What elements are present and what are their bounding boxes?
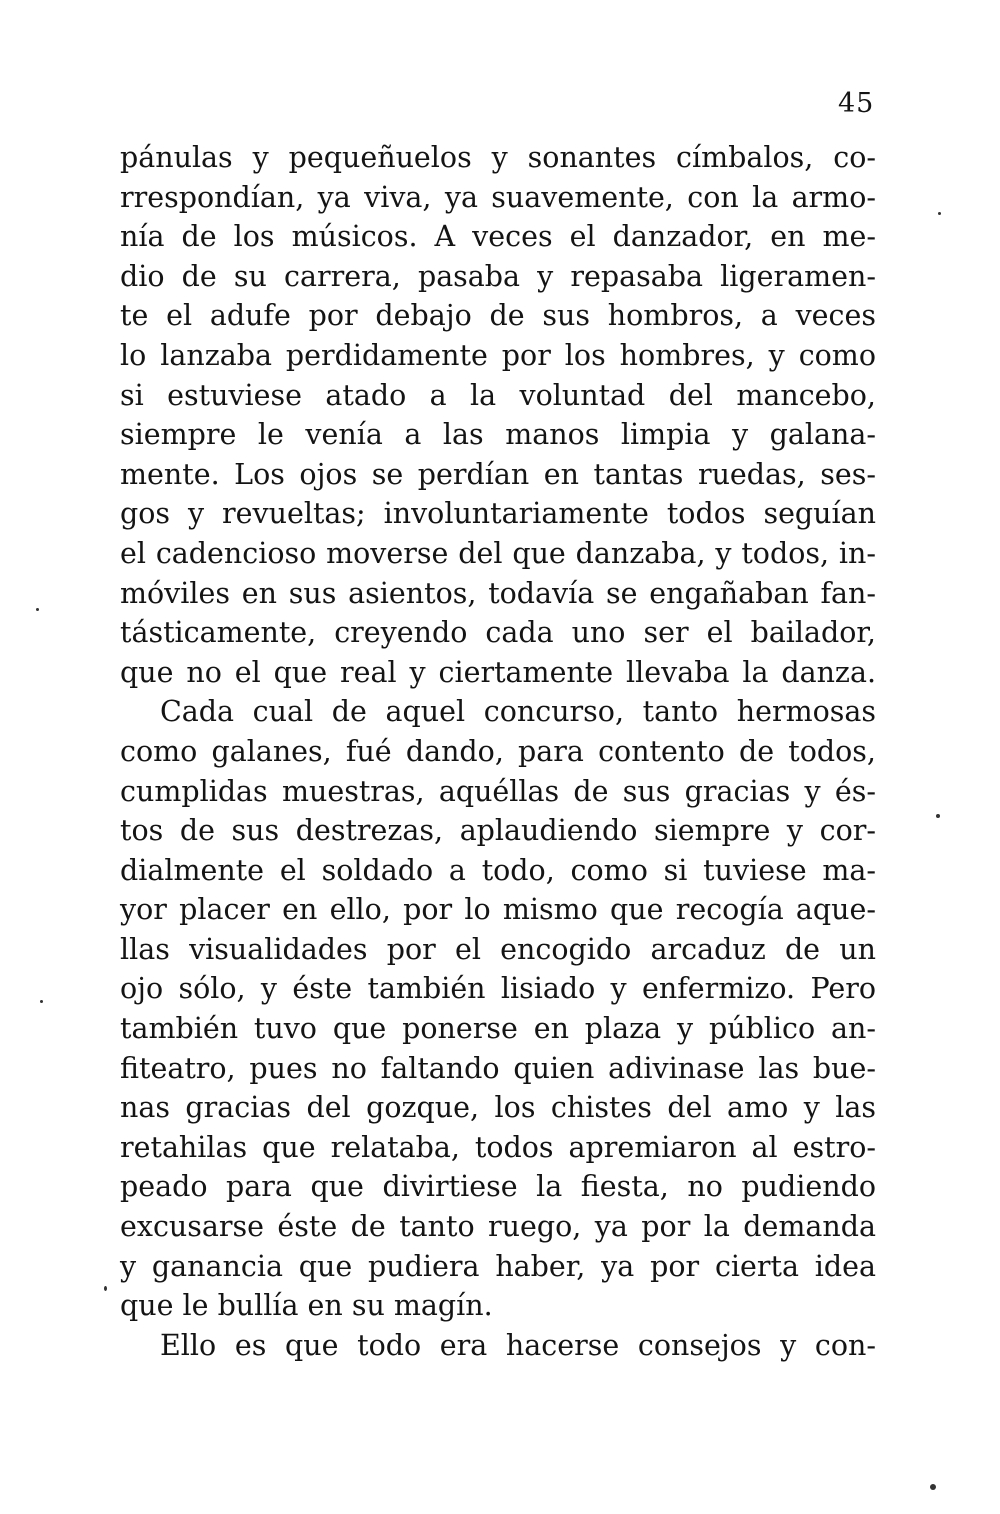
text-line: dialmente el soldado a todo, como si tuviese ma- <box>120 853 876 887</box>
scan-speck <box>936 814 940 818</box>
scan-speck <box>36 608 39 611</box>
text-line: retahilas que relataba, todos apremiaron al estro- <box>120 1130 876 1164</box>
page-number: 45 <box>838 88 875 119</box>
text-line: fiteatro, pues no faltando quien adivinase las bue- <box>120 1051 876 1085</box>
text-line: tásticamente, creyendo cada uno ser el bailador, <box>120 616 876 650</box>
text-line: si estuviese atado a la voluntad del mancebo, <box>120 378 876 412</box>
text-line: el cadencioso moverse del que danzaba, y todos, in- <box>120 536 876 570</box>
text-line: nía de los músicos. A veces el danzador, en me- <box>120 220 876 254</box>
text-line: que le bullía en su magín. <box>120 1289 493 1323</box>
text-line: llas visualidades por el encogido arcaduz de un <box>120 932 876 966</box>
text-line: nas gracias del gozque, los chistes del amo y las <box>120 1091 876 1125</box>
text-line: gos y revueltas; involuntariamente todos seguían <box>120 497 876 531</box>
text-line: pánulas y pequeñuelos y sonantes címbalos, co- <box>120 141 876 174</box>
text-line: mente. Los ojos se perdían en tantas ruedas, ses- <box>120 457 876 491</box>
scan-speck <box>104 1286 107 1291</box>
text-line: Ello es que todo era hacerse consejos y con- <box>160 1328 876 1362</box>
text-line: te el adufe por debajo de sus hombros, a veces <box>120 299 876 333</box>
text-line: excusarse éste de tanto ruego, ya por la demanda <box>120 1210 876 1244</box>
text-line: rrespondían, ya viva, ya suavemente, con la armo- <box>120 180 876 214</box>
text-line: también tuvo que ponerse en plaza y público an- <box>120 1012 876 1046</box>
text-line: cumplidas muestras, aquéllas de sus gracias y és- <box>120 774 876 808</box>
text-line: dio de su carrera, pasaba y repasaba ligeramen- <box>120 259 876 293</box>
text-line: Cada cual de aquel concurso, tanto hermosas <box>160 695 876 729</box>
text-line: como galanes, fué dando, para contento de todos, <box>120 734 876 768</box>
text-line: móviles en sus asientos, todavía se engañaban fan- <box>120 576 876 610</box>
text-line: lo lanzaba perdidamente por los hombres, y como <box>120 338 876 372</box>
text-line: ojo sólo, y éste también lisiado y enfermizo. Pero <box>120 972 876 1006</box>
body-text <box>120 138 876 1365</box>
text-line: tos de sus destrezas, aplaudiendo siempre y cor- <box>120 814 876 848</box>
scan-speck <box>938 212 941 215</box>
text-line: y ganancia que pudiera haber, ya por cierta idea <box>120 1249 876 1283</box>
text-line: yor placer en ello, por lo mismo que recogía aque- <box>120 893 876 927</box>
scan-speck <box>930 1484 936 1490</box>
text-line: peado para que divirtiese la fiesta, no pudiendo <box>120 1170 876 1204</box>
scan-speck <box>40 1000 43 1003</box>
text-line: siempre le venía a las manos limpia y galana- <box>120 418 876 452</box>
text-line: que no el que real y ciertamente llevaba la danza. <box>120 655 876 689</box>
